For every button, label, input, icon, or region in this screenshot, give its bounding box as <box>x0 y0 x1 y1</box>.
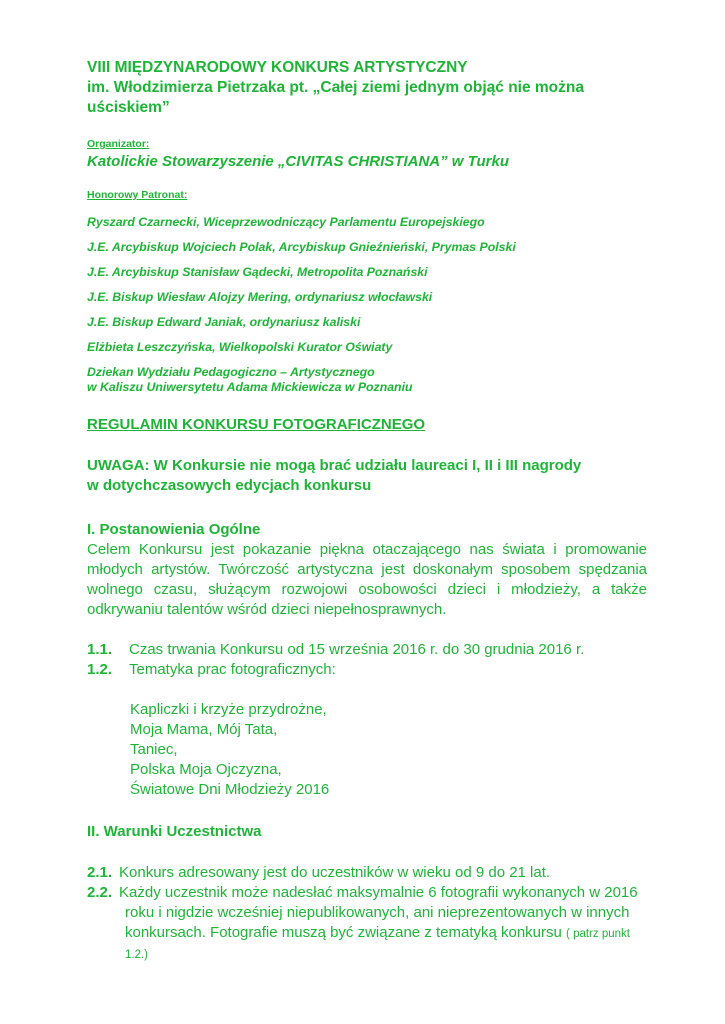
point-text: Każdy uczestnik może nadesłać maksymalnie 6 fotografii wykonanych w 2016 <box>119 884 638 901</box>
point-text-block <box>119 883 647 965</box>
organizer-block <box>87 138 647 171</box>
point-text: Czas trwania Konkursu od 15 września 2016 r. do 30 grudnia 2016 r. <box>129 641 585 658</box>
patron-item: J.E. Arcybiskup Wojciech Polak, Arcybiskup Gnieźnieński, Prymas Polski <box>87 240 516 254</box>
patronage-block <box>87 189 647 395</box>
point-text: Tematyka prac fotograficznych: <box>129 661 336 678</box>
topic-item: Taniec, <box>130 741 178 758</box>
notice-block <box>87 456 647 496</box>
list-item <box>87 883 647 965</box>
list-item <box>87 863 647 883</box>
contest-subtitle: im. Włodzimierza Pietrzaka pt. „Całej ziemi jednym objąć nie można uściskiem” <box>87 79 584 116</box>
document-header <box>87 58 647 118</box>
regulamin-title: REGULAMIN KONKURSU FOTOGRAFICZNEGO <box>87 416 426 433</box>
patron-item: Ryszard Czarnecki, Wiceprzewodniczący Parlamentu Europejskiego <box>87 215 485 229</box>
topic-item: Moja Mama, Mój Tata, <box>130 721 278 738</box>
organizer-name: Katolickie Stowarzyszenie „CIVITAS CHRISTIANA” w Turku <box>87 153 510 170</box>
list-item <box>87 660 647 680</box>
patron-item-dean: Dziekan Wydziału Pedagogiczno – Artystycznego <box>87 365 375 379</box>
point-list <box>87 863 647 965</box>
point-list <box>87 640 647 680</box>
notice-line: w dotychczasowych edycjach konkursu <box>87 477 372 494</box>
section-paragraph: Celem Konkursu jest pokazanie piękna otaczającego nas świata i promowanie młodych artystów. Twórczość artystyczna jest doskonałym sposobem spędzania wolnego czasu, służącym rozwojowi osobowości dzieci i młodzieży, a także odkrywaniu talentów wśród dzieci niepełnosprawnych. <box>87 541 647 618</box>
point-text: konkursach. Fotografie muszą być związane z tematyką konkursu <box>125 924 562 941</box>
section-heading: II. Warunki Uczestnictwa <box>87 823 262 840</box>
patronage-label: Honorowy Patronat: <box>87 189 188 201</box>
topic-item: Polska Moja Ojczyzna, <box>130 761 282 778</box>
patron-item: Elżbieta Leszczyńska, Wielkopolski Kurator Oświaty <box>87 340 393 354</box>
section-conditions <box>87 822 647 965</box>
list-item <box>87 640 647 660</box>
contest-title: VIII MIĘDZYNARODOWY KONKURS ARTYSTYCZNY <box>87 59 468 76</box>
topic-list <box>87 700 647 800</box>
section-heading: I. Postanowienia Ogólne <box>87 521 261 538</box>
point-number: 2.2. <box>87 884 113 901</box>
point-text-last <box>119 923 647 965</box>
point-number: 1.2. <box>87 661 113 678</box>
point-number: 1.1. <box>87 641 113 658</box>
patron-item: J.E. Arcybiskup Stanisław Gądecki, Metropolita Poznański <box>87 265 428 279</box>
point-text: roku i nigdzie wcześniej niepublikowanych, ani nieprezentowanych w innych <box>125 904 630 921</box>
patron-item-dean-cont: w Kaliszu Uniwersytetu Adama Mickiewicza w Poznaniu <box>87 380 413 394</box>
section-general <box>87 520 647 800</box>
document-page <box>87 58 647 965</box>
point-number: 2.1. <box>87 864 113 881</box>
notice-line: UWAGA: W Konkursie nie mogą brać udziału laureaci I, II i III nagrody <box>87 457 582 474</box>
point-text: Konkurs adresowany jest do uczestników w wieku od 9 do 21 lat. <box>119 864 551 881</box>
patron-item: J.E. Biskup Wiesław Alojzy Mering, ordynariusz włocławski <box>87 290 433 304</box>
topic-item: Światowe Dni Młodzieży 2016 <box>130 781 330 798</box>
patron-item: J.E. Biskup Edward Janiak, ordynariusz kaliski <box>87 315 361 329</box>
organizer-label: Organizator: <box>87 138 150 150</box>
point-reference-note: ( patrz punkt 1.2.) <box>125 928 630 961</box>
topic-item: Kapliczki i krzyże przydrożne, <box>130 701 327 718</box>
